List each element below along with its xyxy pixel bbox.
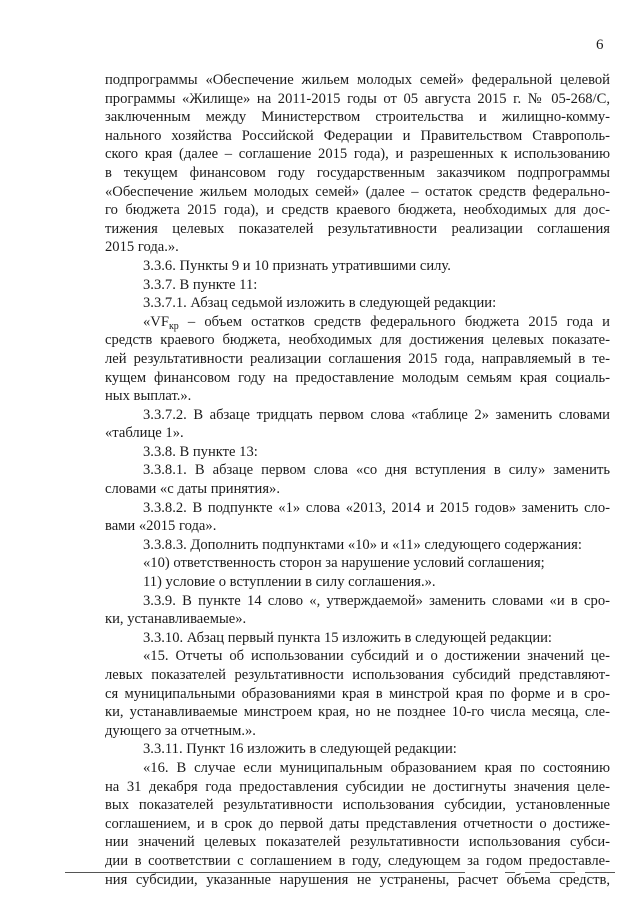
text-line: тижения целевых показателей результативности реализации соглашения <box>105 220 610 237</box>
text-line: дующего за отчетным.». <box>105 722 256 739</box>
text-line: подпрограммы «Обеспечение жильем молодых семей» федеральной целевой <box>105 72 610 88</box>
text-line: ки, устанавливаемые минстроем края, но не позднее 10-го числа месяца, сле- <box>105 704 610 721</box>
page-number: 6 <box>596 37 604 53</box>
text-line: ных выплат.». <box>105 388 192 405</box>
text-line: на 31 декабря года предоставления субсидии не достигнуты значения целе- <box>105 778 610 795</box>
text-line: 3.3.8.1. В абзаце первом слова «со дня вступления в силу» заменить <box>143 462 610 479</box>
text-line: 3.3.7.2. В абзаце тридцать первом слова «таблице 2» заменить словами <box>143 406 610 423</box>
text-line: 3.3.6. Пункты 9 и 10 признать утратившими силу. <box>143 257 451 274</box>
text-line: 3.3.8. В пункте 13: <box>143 443 258 460</box>
text-line: «таблице 1». <box>105 425 184 442</box>
text-line: 3.3.9. В пункте 14 слово «, утверждаемой» заменить словами «и в сро- <box>143 592 610 609</box>
text-line: «10) ответственность сторон за нарушение условий соглашения; <box>143 555 545 572</box>
text-line: 2015 года.». <box>105 239 179 256</box>
text-line: кущем финансовом году на предоставление молодым семьям края социаль- <box>105 369 610 386</box>
text-line: вых показателей результативности использования субсидии, установленные <box>105 797 610 814</box>
text-line: левых показателей результативности использования субсидий представляют- <box>105 667 610 683</box>
text-line: ся муниципальными образованиями края в минстрой края по форме и в сро- <box>105 685 610 702</box>
footer-rule <box>65 872 465 873</box>
text-line: «15. Отчеты об использовании субсидий и о достижении значений це- <box>143 648 610 665</box>
text-line: «16. В случае если муниципальным образованием края по состоянию <box>143 759 610 776</box>
text-line: 3.3.10. Абзац первый пункта 15 изложить в следующей редакции: <box>143 629 552 646</box>
text-line: 3.3.7. В пункте 11: <box>143 276 258 293</box>
text-line: заключенным между Министерством строительства и жилищно-комму- <box>105 109 610 126</box>
footer-rule <box>585 872 615 873</box>
footer-rule <box>505 872 515 873</box>
text-line: нального хозяйства Российской Федерации и Правительством Ставрополь- <box>105 127 610 144</box>
footer-rule <box>525 872 540 873</box>
text-line: ния субсидии, указанные нарушения не устранены, расчет объема средств, <box>105 871 610 888</box>
formula-prefix: «VF <box>143 313 169 330</box>
formula-text: – объем остатков средств федерального бюджета 2015 года и <box>178 313 610 330</box>
text-line: в текущем финансовом году государственным заказчиком подпрограммы <box>105 164 610 181</box>
text-line: 3.3.8.3. Дополнить подпунктами «10» и «11» следующего содержания: <box>143 536 582 553</box>
text-line: словами «с даты принятия». <box>105 481 280 498</box>
footer-rule <box>550 872 575 873</box>
text-line: ки, устанавливаемые». <box>105 611 247 628</box>
text-line: «Обеспечение жильем молодых семей» (далее – остаток средств федерально- <box>105 183 610 200</box>
text-line: ского края (далее – соглашение 2015 года), и разрешенных к использованию <box>105 146 610 163</box>
text-line-formula <box>105 313 610 332</box>
document-body <box>105 71 610 889</box>
text-line: дии в соответствии с соглашением в году, следующем за годом предоставле- <box>105 852 610 869</box>
text-line: соглашением, и в срок до первой даты представления отчетности о достиже- <box>105 815 610 832</box>
text-line: средств краевого бюджета, необходимых для достижения целевых показате- <box>105 332 610 349</box>
text-line: 11) условие о вступлении в силу соглашения.». <box>143 574 436 591</box>
text-line: нии значений целевых показателей результативности использования субси- <box>105 834 610 851</box>
text-line: программы «Жилище» на 2011-2015 годы от 05 августа 2015 г. № 05-268/С, <box>105 90 610 107</box>
text-line: го бюджета 2015 года), и средств краевого бюджета, необходимых для дос- <box>105 202 610 219</box>
text-line: 3.3.8.2. В подпункте «1» слова «2013, 2014 и 2015 годов» заменить сло- <box>143 499 610 516</box>
formula-subscript: кр <box>168 320 179 332</box>
text-line: лей результативности реализации соглашения 2015 года, направляемый в те- <box>105 350 610 367</box>
text-line: вами «2015 года». <box>105 518 217 535</box>
text-line: 3.3.7.1. Абзац седьмой изложить в следующей редакции: <box>143 295 497 312</box>
text-line: 3.3.11. Пункт 16 изложить в следующей редакции: <box>143 741 457 758</box>
